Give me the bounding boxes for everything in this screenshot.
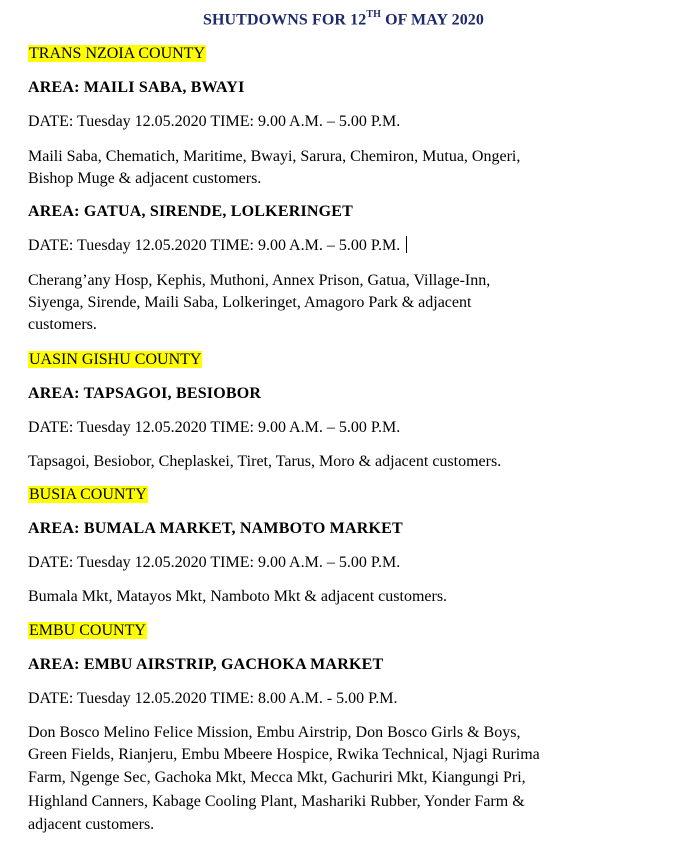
area-heading-gatua: AREA: GATUA, SIRENDE, LOLKERINGET xyxy=(28,203,354,220)
area-date-time: DATE: Tuesday 12.05.2020 TIME: 8.00 A.M. - 5.00 P.M. xyxy=(28,690,398,707)
area-heading-maili-saba: AREA: MAILI SABA, BWAYI xyxy=(28,79,245,96)
customers-line: Bishop Muge & adjacent customers. xyxy=(28,170,262,187)
area-heading-tapsagoi: AREA: TAPSAGOI, BESIOBOR xyxy=(28,385,262,402)
area-date-time: DATE: Tuesday 12.05.2020 TIME: 9.00 A.M. – 5.00 P.M. xyxy=(28,554,401,571)
county-heading-uasin-gishu xyxy=(28,349,202,371)
customers-line: Maili Saba, Chematich, Maritime, Bwayi, Sarura, Chemiron, Mutua, Ongeri, xyxy=(28,148,521,165)
customers-line: Cherang’any Hosp, Kephis, Muthoni, Annex Prison, Gatua, Village-Inn, xyxy=(28,272,491,289)
county-heading-embu xyxy=(28,620,147,642)
county-heading-trans-nzoia xyxy=(28,43,206,65)
area-heading-bumala: AREA: BUMALA MARKET, NAMBOTO MARKET xyxy=(28,520,403,537)
customers-line: Highland Canners, Kabage Cooling Plant, Mashariki Rubber, Yonder Farm & xyxy=(28,793,525,810)
customers-line: Bumala Mkt, Matayos Mkt, Namboto Mkt & adjacent customers. xyxy=(28,588,448,605)
customers-line: customers. xyxy=(28,316,97,333)
customers-line: Don Bosco Melino Felice Mission, Embu Airstrip, Don Bosco Girls & Boys, xyxy=(28,724,521,741)
county-heading-busia xyxy=(28,484,148,506)
text-cursor xyxy=(406,236,407,253)
customers-line: Green Fields, Rianjeru, Embu Mbeere Hospice, Rwika Technical, Njagi Rurima xyxy=(28,746,540,763)
county-label: UASIN GISHU COUNTY xyxy=(29,351,202,368)
area-date-time: DATE: Tuesday 12.05.2020 TIME: 9.00 A.M. – 5.00 P.M. xyxy=(28,419,401,436)
page-title-superscript: TH xyxy=(366,9,382,20)
page-title xyxy=(0,10,687,29)
area-date-time: DATE: Tuesday 12.05.2020 TIME: 9.00 A.M. – 5.00 P.M. xyxy=(28,237,401,254)
customers-line: Farm, Ngenge Sec, Gachoka Mkt, Mecca Mkt, Gachuriri Mkt, Kiangungi Pri, xyxy=(28,769,526,786)
area-heading-embu-airstrip: AREA: EMBU AIRSTRIP, GACHOKA MARKET xyxy=(28,656,384,673)
page-title-suffix: OF MAY 2020 xyxy=(381,11,485,29)
county-label: BUSIA COUNTY xyxy=(29,486,147,503)
customers-line: adjacent customers. xyxy=(28,816,155,833)
area-date-time: DATE: Tuesday 12.05.2020 TIME: 9.00 A.M. – 5.00 P.M. xyxy=(28,113,401,130)
customers-line: Siyenga, Sirende, Maili Saba, Lolkeringet, Amagoro Park & adjacent xyxy=(28,294,472,311)
county-label: EMBU COUNTY xyxy=(29,622,146,639)
page-title-prefix: SHUTDOWNS FOR 12 xyxy=(202,11,367,29)
area-date-time-row xyxy=(28,235,407,257)
customers-line: Tapsagoi, Besiobor, Cheplaskei, Tiret, Tarus, Moro & adjacent customers. xyxy=(28,453,502,470)
county-label: TRANS NZOIA COUNTY xyxy=(29,45,205,62)
